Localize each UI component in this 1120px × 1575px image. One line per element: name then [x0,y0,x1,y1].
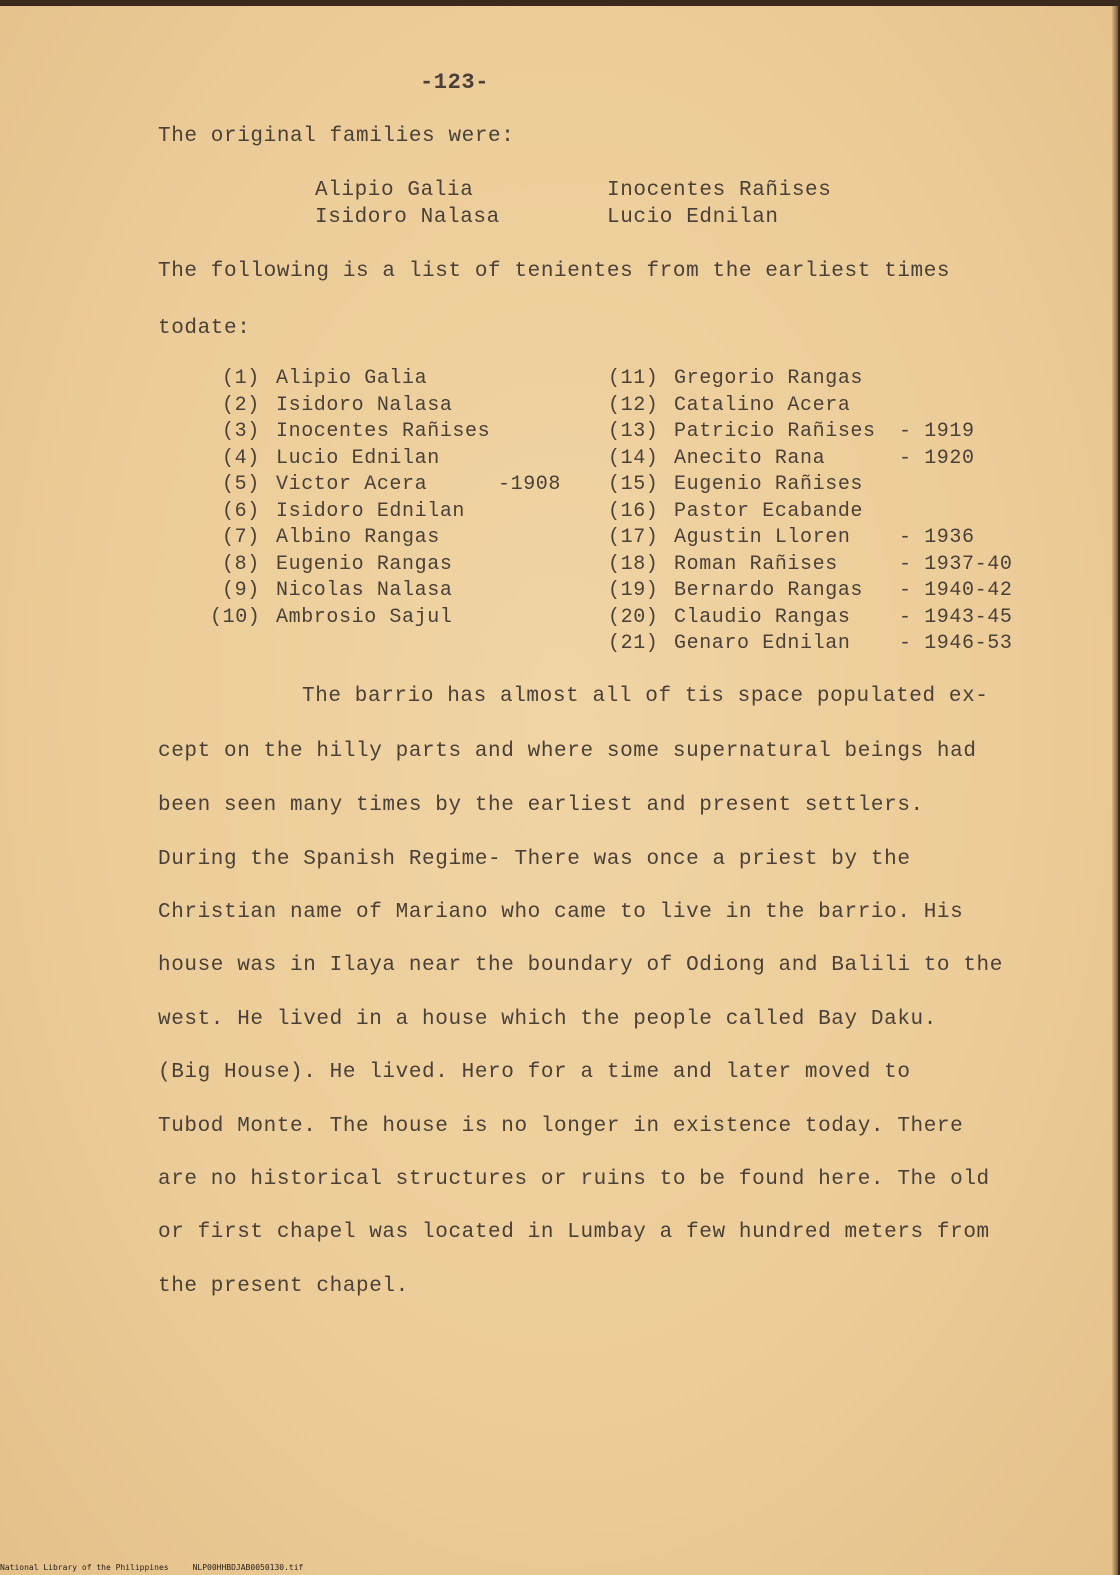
teniente-name: Eugenio Rañises [674,473,864,496]
footer-library: National Library of the Philippines [0,1563,169,1572]
teniente-name: Bernardo Rangas [674,579,864,602]
teniente-name: Roman Rañises [674,553,838,576]
teniente-num: (17) [608,526,659,549]
family-2: Inocentes Rañises [607,179,832,202]
list-intro-line-2: todate: [158,317,251,340]
teniente-name: Eugenio Rangas [276,553,453,576]
teniente-num: (16) [608,500,659,523]
teniente-name: Anecito Rana [674,447,826,470]
teniente-name: Patricio Rañises [674,420,876,443]
teniente-num: (5) [222,473,260,496]
paragraph-line: (Big House). He lived. Hero for a time and later moved to [158,1061,911,1084]
teniente-name: Isidoro Ednilan [276,500,466,523]
teniente-name: Alipio Galia [276,367,428,390]
teniente-name: Lucio Ednilan [276,447,440,470]
teniente-years: - 1919 [899,420,975,443]
teniente-num: (6) [222,500,260,523]
teniente-name: Gregorio Rangas [674,367,864,390]
teniente-num: (12) [608,394,659,417]
teniente-num: (21) [608,632,659,655]
family-3: Isidoro Nalasa [315,206,500,229]
teniente-num: (15) [608,473,659,496]
paragraph-line: been seen many times by the earliest and present settlers. [158,794,924,817]
paragraph-line: The barrio has almost all of tis space populated ex- [302,685,989,708]
list-intro-line-1: The following is a list of tenientes from the earliest times [158,260,951,283]
document-page [0,6,1118,1575]
teniente-num: (19) [608,579,659,602]
teniente-num: (20) [608,606,659,629]
teniente-num: (10) [210,606,261,629]
paragraph-line: are no historical structures or ruins to be found here. The old [158,1168,990,1191]
teniente-years: -1908 [498,473,562,496]
family-4: Lucio Ednilan [607,206,779,229]
teniente-name: Isidoro Nalasa [276,394,453,417]
teniente-name: Nicolas Nalasa [276,579,453,602]
teniente-years: - 1946-53 [899,632,1013,655]
teniente-years: - 1940-42 [899,579,1013,602]
paragraph-line: During the Spanish Regime- There was once a priest by the [158,848,911,871]
teniente-num: (7) [222,526,260,549]
teniente-years: - 1937-40 [899,553,1013,576]
teniente-name: Albino Rangas [276,526,440,549]
paragraph-line: or first chapel was located in Lumbay a few hundred meters from [158,1221,990,1244]
teniente-years: - 1943-45 [899,606,1013,629]
teniente-num: (18) [608,553,659,576]
paragraph-line: Christian name of Mariano who came to live in the barrio. His [158,901,964,924]
teniente-name: Inocentes Rañises [276,420,491,443]
teniente-num: (14) [608,447,659,470]
footer-file: NLP00HHBDJAB0050130.tif [192,1563,304,1572]
page-number: -123- [420,70,490,95]
teniente-num: (11) [608,367,659,390]
teniente-num: (3) [222,420,260,443]
paragraph-line: west. He lived in a house which the people called Bay Daku. [158,1008,937,1031]
teniente-name: Claudio Rangas [674,606,851,629]
teniente-name: Victor Acera [276,473,428,496]
teniente-name: Catalino Acera [674,394,851,417]
teniente-num: (1) [222,367,260,390]
teniente-num: (13) [608,420,659,443]
family-1: Alipio Galia [315,179,474,202]
paragraph-line: the present chapel. [158,1275,409,1298]
teniente-num: (2) [222,394,260,417]
paragraph-line: Tubod Monte. The house is no longer in existence today. There [158,1115,964,1138]
paragraph-line: house was in Ilaya near the boundary of Odiong and Balili to the [158,954,1003,977]
teniente-name: Genaro Ednilan [674,632,851,655]
teniente-name: Agustin Lloren [674,526,851,549]
teniente-num: (8) [222,553,260,576]
paragraph-line: cept on the hilly parts and where some supernatural beings had [158,740,977,763]
teniente-years: - 1920 [899,447,975,470]
teniente-name: Pastor Ecabande [674,500,864,523]
teniente-num: (9) [222,579,260,602]
scan-footer [0,1563,327,1573]
teniente-num: (4) [222,447,260,470]
teniente-name: Ambrosio Sajul [276,606,453,629]
teniente-years: - 1936 [899,526,975,549]
intro-text: The original families were: [158,125,515,148]
